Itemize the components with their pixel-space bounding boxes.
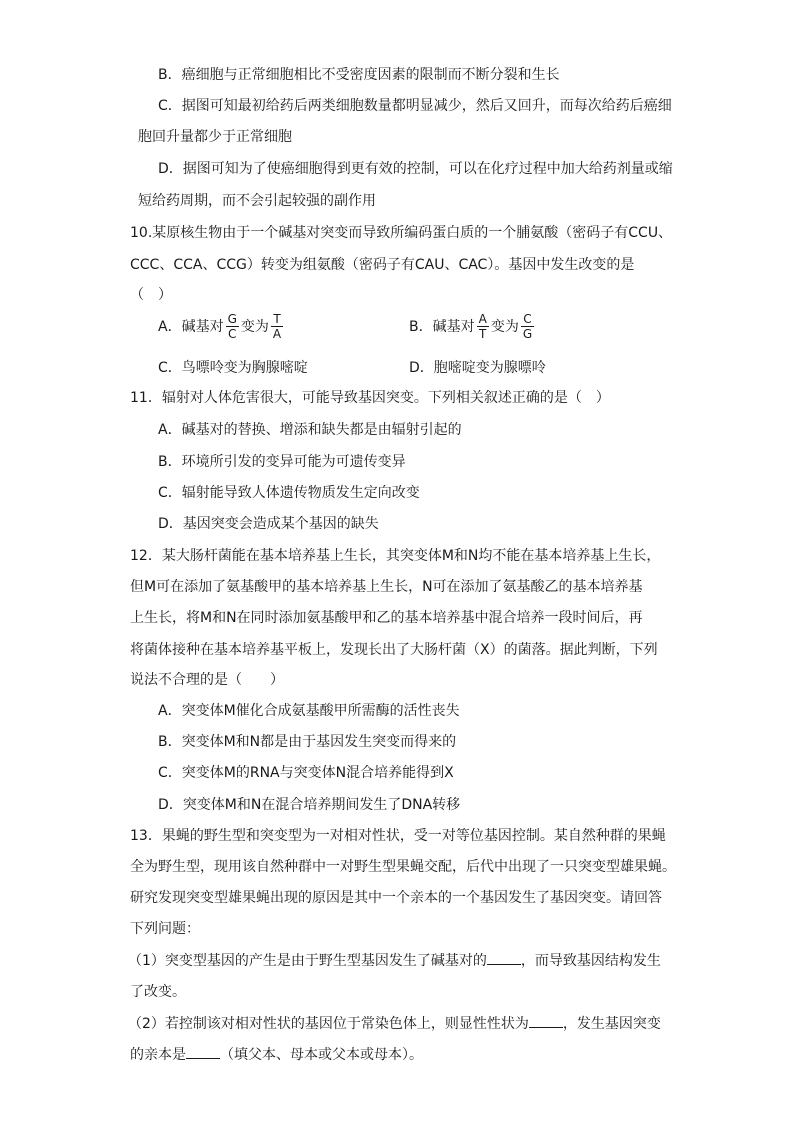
q12-option-a: A．突变体M催化合成氨基酸甲所需酶的活性丧失	[158, 703, 460, 719]
q10-option-b-from-num: A	[478, 312, 487, 326]
q10-stem-line1: 10.某原核生物由于一个碱基对突变而导致所编码蛋白质的一个脯氨酸（密码子有CCU、	[130, 225, 673, 241]
q13-part1-text-b: ，而导致基因结构发生	[520, 953, 661, 969]
q9-option-d-line1: D．据图可知为了使癌细胞得到更有效的控制，可以在化疗过程中加大给药剂量或缩	[158, 161, 673, 177]
q11-option-d: D．基因突变会造成某个基因的缺失	[158, 516, 379, 532]
q12-stem-line1: 12．某大肠杆菌能在基本培养基上生长，其突变体M和N均不能在基本培养基上生长，	[130, 548, 661, 564]
q13-part2-blank-dominant[interactable]	[529, 1013, 563, 1028]
q13-part2-blank-parent[interactable]	[186, 1044, 220, 1059]
q11-option-c: C．辐射能导致人体遗传物质发生定向改变	[158, 485, 420, 501]
q13-part1-line1	[128, 950, 661, 970]
q10-stem-line3: （ ）	[130, 287, 172, 303]
q12-option-b: B．突变体M和N都是由于基因发生突变而得来的	[158, 734, 457, 750]
q9-option-b: B．癌细胞与正常细胞相比不受密度因素的限制而不断分裂和生长	[158, 67, 560, 83]
q10-option-b-mid: 变为	[490, 318, 519, 335]
q12-option-d: D．突变体M和N在混合培养期间发生了DNA转移	[158, 797, 461, 813]
q12-option-c: C．突变体M的RNA与突变体N混合培养能得到X	[158, 765, 454, 781]
q12-stem-line3: 上生长，将M和N在同时添加氨基酸甲和乙的基本培养基中混合培养一段时间后，再	[130, 610, 643, 626]
q13-stem-line1: 13．果蝇的野生型和突变型为一对相对性状，受一对等位基因控制。某自然种群的果蝇	[130, 828, 666, 844]
q13-part1-text-a: （1）突变型基因的产生是由于野生型基因发生了碱基对的	[128, 953, 487, 969]
q10-option-b-prefix: B．碱基对	[409, 318, 475, 335]
q13-part2-text-b: ，发生基因突变	[562, 1016, 661, 1032]
q13-part2-line1	[128, 1013, 661, 1033]
q10-option-b-to-num: C	[523, 312, 532, 326]
q10-option-a-mid: 变为	[240, 318, 269, 335]
q10-option-d: D．胞嘧啶变为腺嘌呤	[409, 360, 546, 376]
q10-option-c: C．鸟嘌呤变为胸腺嘧啶	[158, 360, 308, 376]
q10-option-a-from-den: C	[228, 327, 237, 341]
q10-option-b-to-den: G	[522, 327, 533, 341]
q10-option-b-from-den: T	[479, 327, 487, 341]
q9-option-c-line1: C．据图可知最初给药后两类细胞数量都明显减少，然后又回升，而每次给药后癌细	[158, 98, 672, 114]
q11-stem: 11．辐射对人体危害很大，可能导致基因突变。下列相关叙述正确的是（ ）	[130, 390, 610, 406]
q13-part2-text-c: 的亲本是	[130, 1047, 186, 1063]
q13-stem-line3: 研究发现突变型雄果蝇出现的原因是其中一个亲本的一个基因发生了基因突变。请回答	[130, 890, 662, 906]
q9-option-d-line2: 短给药周期，而不会引起较强的副作用	[138, 193, 376, 209]
q12-stem-line4: 将菌体接种在基本培养基平板上，发现长出了大肠杆菌（X）的菌落。据此判断，下列	[130, 642, 658, 658]
q10-option-a	[158, 312, 285, 341]
q11-option-a: A．碱基对的替换、增添和缺失都是由辐射引起的	[158, 422, 462, 438]
q13-part1-line2: 了改变。	[130, 984, 186, 1000]
q10-option-b-from-fraction	[477, 312, 489, 341]
q13-part1-blank[interactable]	[487, 950, 521, 965]
q12-stem-line2: 但M可在添加了氨基酸甲的基本培养基上生长，N可在添加了氨基酸乙的基本培养基	[130, 579, 643, 595]
q13-stem-line2: 全为野生型，现用该自然种群中一对野生型果蝇交配，后代中出现了一只突变型雄果蝇。	[130, 859, 676, 875]
q12-stem-line5: 说法不合理的是（ ）	[130, 672, 284, 688]
q10-stem-line2: CCC、CCA、CCG）转变为组氨酸（密码子有CAU、CAC）。基因中发生改变的是	[130, 257, 635, 273]
q10-option-b	[409, 312, 536, 341]
q13-part2-line2	[130, 1044, 423, 1064]
q13-part2-text-a: （2）若控制该对相对性状的基因位于常染色体上，则显性性状为	[128, 1016, 529, 1032]
q10-option-b-to-fraction	[521, 312, 534, 341]
q10-option-a-prefix: A．碱基对	[158, 318, 224, 335]
q11-option-b: B．环境所引发的变异可能为可遗传变异	[158, 454, 406, 470]
q13-part2-text-d: （填父本、母本或父本或母本）。	[220, 1047, 423, 1063]
q9-option-c-line2: 胞回升量都少于正常细胞	[138, 129, 292, 145]
q10-option-a-to-den: A	[272, 327, 282, 341]
q10-option-a-from-num: G	[227, 312, 237, 326]
q13-stem-line4: 下列问题：	[130, 921, 200, 937]
q10-option-a-to-num: T	[273, 312, 281, 326]
q10-option-a-to-fraction	[271, 312, 283, 341]
q10-option-a-from-fraction	[226, 312, 239, 341]
